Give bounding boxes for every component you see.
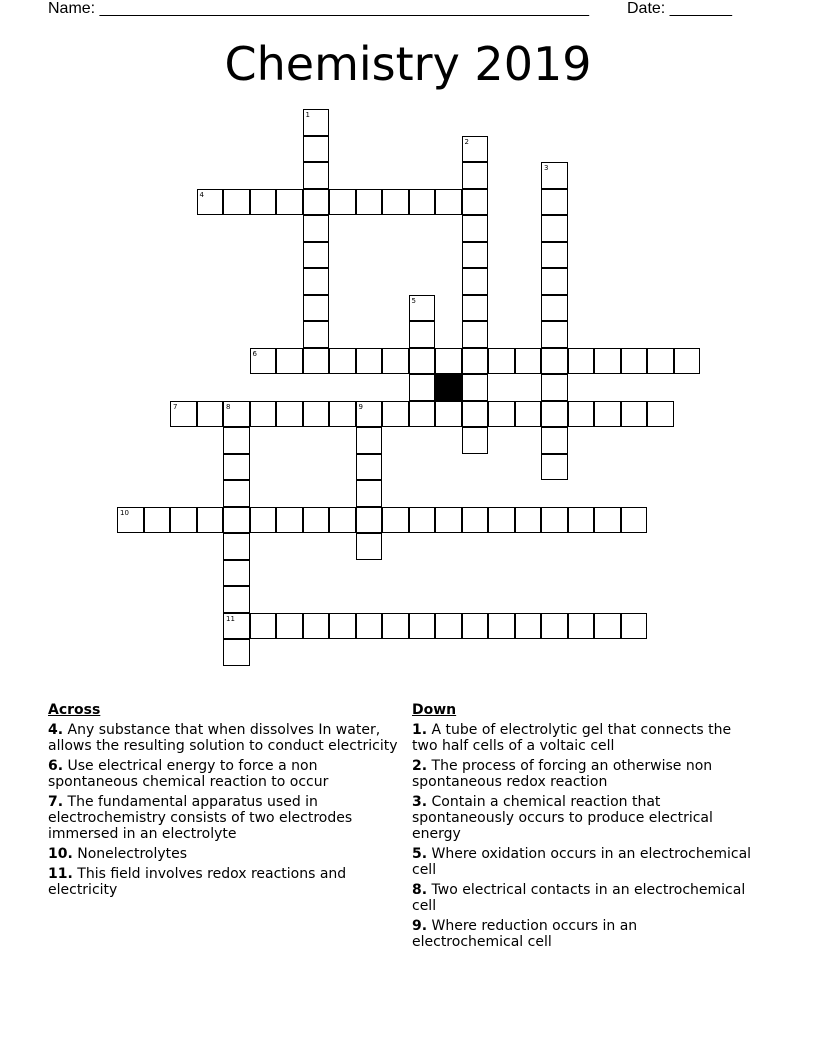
crossword-cell[interactable] <box>276 613 303 640</box>
crossword-cell[interactable] <box>462 427 489 454</box>
crossword-cell[interactable] <box>462 348 489 375</box>
crossword-cell[interactable] <box>303 613 330 640</box>
clue-text: Where reduction occurs in an electrochemical cell <box>412 918 638 950</box>
crossword-cell[interactable] <box>462 295 489 322</box>
crossword-cell[interactable] <box>594 507 621 534</box>
clue-across-10 <box>48 846 400 862</box>
crossword-cell-number: 2 <box>464 137 469 146</box>
clue-text: Nonelectrolytes <box>77 846 188 862</box>
crossword-cell[interactable] <box>488 401 515 428</box>
clue-text: The fundamental apparatus used in electrochemistry consists of two electrodes immersed in an electrolyte <box>48 794 353 842</box>
crossword-cell[interactable] <box>462 401 489 428</box>
crossword-cell[interactable] <box>303 321 330 348</box>
crossword-cell[interactable] <box>197 507 224 534</box>
crossword-cell[interactable] <box>223 639 250 666</box>
clue-text: Where oxidation occurs in an electrochemical cell <box>412 846 752 878</box>
crossword-cell[interactable] <box>462 268 489 295</box>
crossword-cell[interactable] <box>170 401 197 428</box>
crossword-cell-number: 11 <box>226 614 235 623</box>
crossword-cell[interactable] <box>223 507 250 534</box>
crossword-cell-number: 10 <box>120 508 129 517</box>
crossword-cell[interactable] <box>621 507 648 534</box>
crossword-cell[interactable] <box>303 268 330 295</box>
crossword-cell[interactable] <box>435 401 462 428</box>
name-label: Name: <box>48 0 96 17</box>
crossword-cell[interactable] <box>541 321 568 348</box>
crossword-cell[interactable] <box>541 162 568 189</box>
crossword-cell[interactable] <box>356 348 383 375</box>
crossword-cell[interactable] <box>541 189 568 216</box>
crossword-cell[interactable] <box>594 401 621 428</box>
crossword-cell[interactable] <box>303 189 330 216</box>
crossword-cell[interactable] <box>276 507 303 534</box>
clue-text: The process of forcing an otherwise non spontaneous redox reaction <box>412 758 713 790</box>
crossword-cell-number: 6 <box>252 349 257 358</box>
crossword-cell[interactable] <box>250 401 277 428</box>
clue-across-6 <box>48 758 400 790</box>
crossword-cell[interactable] <box>303 109 330 136</box>
crossword-cell-number: 9 <box>358 402 363 411</box>
crossword-cell[interactable] <box>488 507 515 534</box>
clue-down-8 <box>412 882 752 914</box>
crossword-cell[interactable] <box>435 507 462 534</box>
crossword-cell[interactable] <box>276 401 303 428</box>
name-blank[interactable]: _______________________________________________________ <box>99 0 589 17</box>
clue-down-2 <box>412 758 752 790</box>
clue-text: A tube of electrolytic gel that connects the two half cells of a voltaic cell <box>412 722 732 754</box>
date-label: Date: <box>627 0 666 17</box>
crossword-cell[interactable] <box>197 401 224 428</box>
crossword-cell[interactable] <box>541 268 568 295</box>
crossword-cell[interactable] <box>329 613 356 640</box>
crossword-cell[interactable] <box>515 348 542 375</box>
clue-across-4 <box>48 722 400 754</box>
crossword-cell[interactable] <box>250 507 277 534</box>
clue-text: Two electrical contacts in an electrochemical cell <box>412 882 746 914</box>
crossword-cell[interactable] <box>329 507 356 534</box>
crossword-cell[interactable] <box>117 507 144 534</box>
crossword-cell[interactable] <box>674 348 701 375</box>
clue-down-3 <box>412 794 752 842</box>
page-title: Chemistry 2019 <box>224 37 592 91</box>
crossword-cell[interactable] <box>541 374 568 401</box>
crossword-cell[interactable] <box>515 613 542 640</box>
crossword-cell[interactable] <box>541 613 568 640</box>
crossword-cell[interactable] <box>382 348 409 375</box>
clue-down-1 <box>412 722 752 754</box>
crossword-cell[interactable] <box>435 348 462 375</box>
crossword-cell[interactable] <box>621 401 648 428</box>
clue-number: 4. <box>48 722 64 738</box>
crossword-cell[interactable] <box>223 454 250 481</box>
crossword-cell[interactable] <box>276 348 303 375</box>
crossword-cell-number: 3 <box>544 164 549 172</box>
crossword-cell[interactable] <box>303 507 330 534</box>
clue-across-7 <box>48 794 400 842</box>
crossword-cell[interactable] <box>541 454 568 481</box>
crossword-cell[interactable] <box>223 480 250 507</box>
crossword-cell[interactable] <box>541 215 568 242</box>
crossword-cell[interactable] <box>382 507 409 534</box>
crossword-cell[interactable] <box>356 613 383 640</box>
crossword-cell[interactable] <box>621 613 648 640</box>
crossword-cell[interactable] <box>568 507 595 534</box>
crossword-cell-number: 8 <box>226 402 231 411</box>
clue-text: Any substance that when dissolves In water, allows the resulting solution to conduct electricity <box>48 722 398 754</box>
crossword-cell[interactable] <box>303 136 330 163</box>
crossword-cell[interactable] <box>435 189 462 216</box>
clue-number: 11. <box>48 866 73 882</box>
clue-number: 7. <box>48 794 64 810</box>
crossword-cell[interactable] <box>462 215 489 242</box>
crossword-cell[interactable] <box>409 348 436 375</box>
crossword-cell[interactable] <box>409 189 436 216</box>
crossword-cell[interactable] <box>250 348 277 375</box>
crossword-cell[interactable] <box>541 427 568 454</box>
crossword-cell[interactable] <box>647 401 674 428</box>
crossword-cell[interactable] <box>462 162 489 189</box>
crossword-cell[interactable] <box>223 427 250 454</box>
crossword-cell[interactable] <box>594 613 621 640</box>
crossword-cell[interactable] <box>197 189 224 216</box>
clue-across-11 <box>48 866 400 898</box>
across-heading: Across <box>48 702 101 718</box>
crossword-cell[interactable] <box>515 401 542 428</box>
crossword-cell[interactable] <box>568 613 595 640</box>
date-blank[interactable]: _______ <box>669 0 732 17</box>
crossword-cell[interactable] <box>462 321 489 348</box>
clue-number: 10. <box>48 846 73 862</box>
crossword-cell[interactable] <box>409 295 436 322</box>
crossword-cell[interactable] <box>409 321 436 348</box>
crossword-cell[interactable] <box>303 295 330 322</box>
crossword-cell[interactable] <box>170 507 197 534</box>
crossword-cell[interactable] <box>568 348 595 375</box>
crossword-black-cell <box>435 374 462 401</box>
crossword-cell[interactable] <box>647 348 674 375</box>
crossword-cell-number: 7 <box>173 402 178 411</box>
crossword-cell[interactable] <box>488 348 515 375</box>
date-line <box>627 0 732 18</box>
crossword-cell-number: 1 <box>305 111 310 119</box>
clue-text: This field involves redox reactions and electricity <box>48 866 347 898</box>
crossword-cell[interactable] <box>250 613 277 640</box>
crossword-cell[interactable] <box>462 136 489 163</box>
clue-number: 5. <box>412 846 428 862</box>
crossword-cell[interactable] <box>594 348 621 375</box>
crossword-cell[interactable] <box>409 613 436 640</box>
clue-number: 3. <box>412 794 428 810</box>
crossword-cell[interactable] <box>462 242 489 269</box>
crossword-cell[interactable] <box>462 189 489 216</box>
crossword-cell[interactable] <box>515 507 542 534</box>
crossword-cell[interactable] <box>276 189 303 216</box>
crossword-cell[interactable] <box>223 401 250 428</box>
crossword-cell[interactable] <box>303 242 330 269</box>
crossword-cell[interactable] <box>541 401 568 428</box>
crossword-cell[interactable] <box>462 613 489 640</box>
crossword-cell[interactable] <box>541 507 568 534</box>
crossword-cell[interactable] <box>144 507 171 534</box>
crossword-cell[interactable] <box>409 507 436 534</box>
crossword-cell[interactable] <box>356 401 383 428</box>
crossword-cell[interactable] <box>488 613 515 640</box>
name-line <box>48 0 589 18</box>
crossword-cell[interactable] <box>303 401 330 428</box>
crossword-cell[interactable] <box>435 613 462 640</box>
clue-text: Contain a chemical reaction that spontaneously occurs to produce electrical energy <box>412 794 713 842</box>
crossword-cell[interactable] <box>356 189 383 216</box>
clue-number: 8. <box>412 882 428 898</box>
crossword-cell[interactable] <box>568 401 595 428</box>
crossword-cell[interactable] <box>223 613 250 640</box>
crossword-cell[interactable] <box>621 348 648 375</box>
crossword-cell[interactable] <box>329 189 356 216</box>
clue-number: 9. <box>412 918 428 934</box>
crossword-cell[interactable] <box>329 401 356 428</box>
crossword-cell[interactable] <box>541 348 568 375</box>
across-clues <box>48 702 400 902</box>
down-heading: Down <box>412 702 457 718</box>
crossword-cell[interactable] <box>223 189 250 216</box>
crossword-cell[interactable] <box>223 533 250 560</box>
crossword-cell[interactable] <box>409 374 436 401</box>
crossword-cell[interactable] <box>382 189 409 216</box>
crossword-cell[interactable] <box>462 374 489 401</box>
crossword-cell[interactable] <box>382 613 409 640</box>
crossword-cell[interactable] <box>356 480 383 507</box>
crossword-cell[interactable] <box>409 401 436 428</box>
clue-number: 2. <box>412 758 428 774</box>
clue-down-9 <box>412 918 752 950</box>
crossword-cell[interactable] <box>356 454 383 481</box>
down-clues <box>412 702 752 954</box>
crossword-cell[interactable] <box>541 295 568 322</box>
crossword-cell[interactable] <box>541 242 568 269</box>
clue-down-5 <box>412 846 752 878</box>
crossword-cell-number: 5 <box>411 296 416 305</box>
crossword-cell[interactable] <box>329 348 356 375</box>
crossword-cell[interactable] <box>223 586 250 613</box>
crossword-cell-number: 4 <box>199 190 204 199</box>
crossword-cell[interactable] <box>356 507 383 534</box>
clue-number: 1. <box>412 722 428 738</box>
crossword-cell[interactable] <box>303 215 330 242</box>
crossword-cell[interactable] <box>223 560 250 587</box>
crossword-cell[interactable] <box>303 162 330 189</box>
crossword-cell[interactable] <box>356 533 383 560</box>
clue-number: 6. <box>48 758 64 774</box>
crossword-cell[interactable] <box>382 401 409 428</box>
crossword-cell[interactable] <box>303 348 330 375</box>
crossword-cell[interactable] <box>356 427 383 454</box>
clue-text: Use electrical energy to force a non spontaneous chemical reaction to occur <box>48 758 329 790</box>
crossword-cell[interactable] <box>462 507 489 534</box>
crossword-cell[interactable] <box>250 189 277 216</box>
